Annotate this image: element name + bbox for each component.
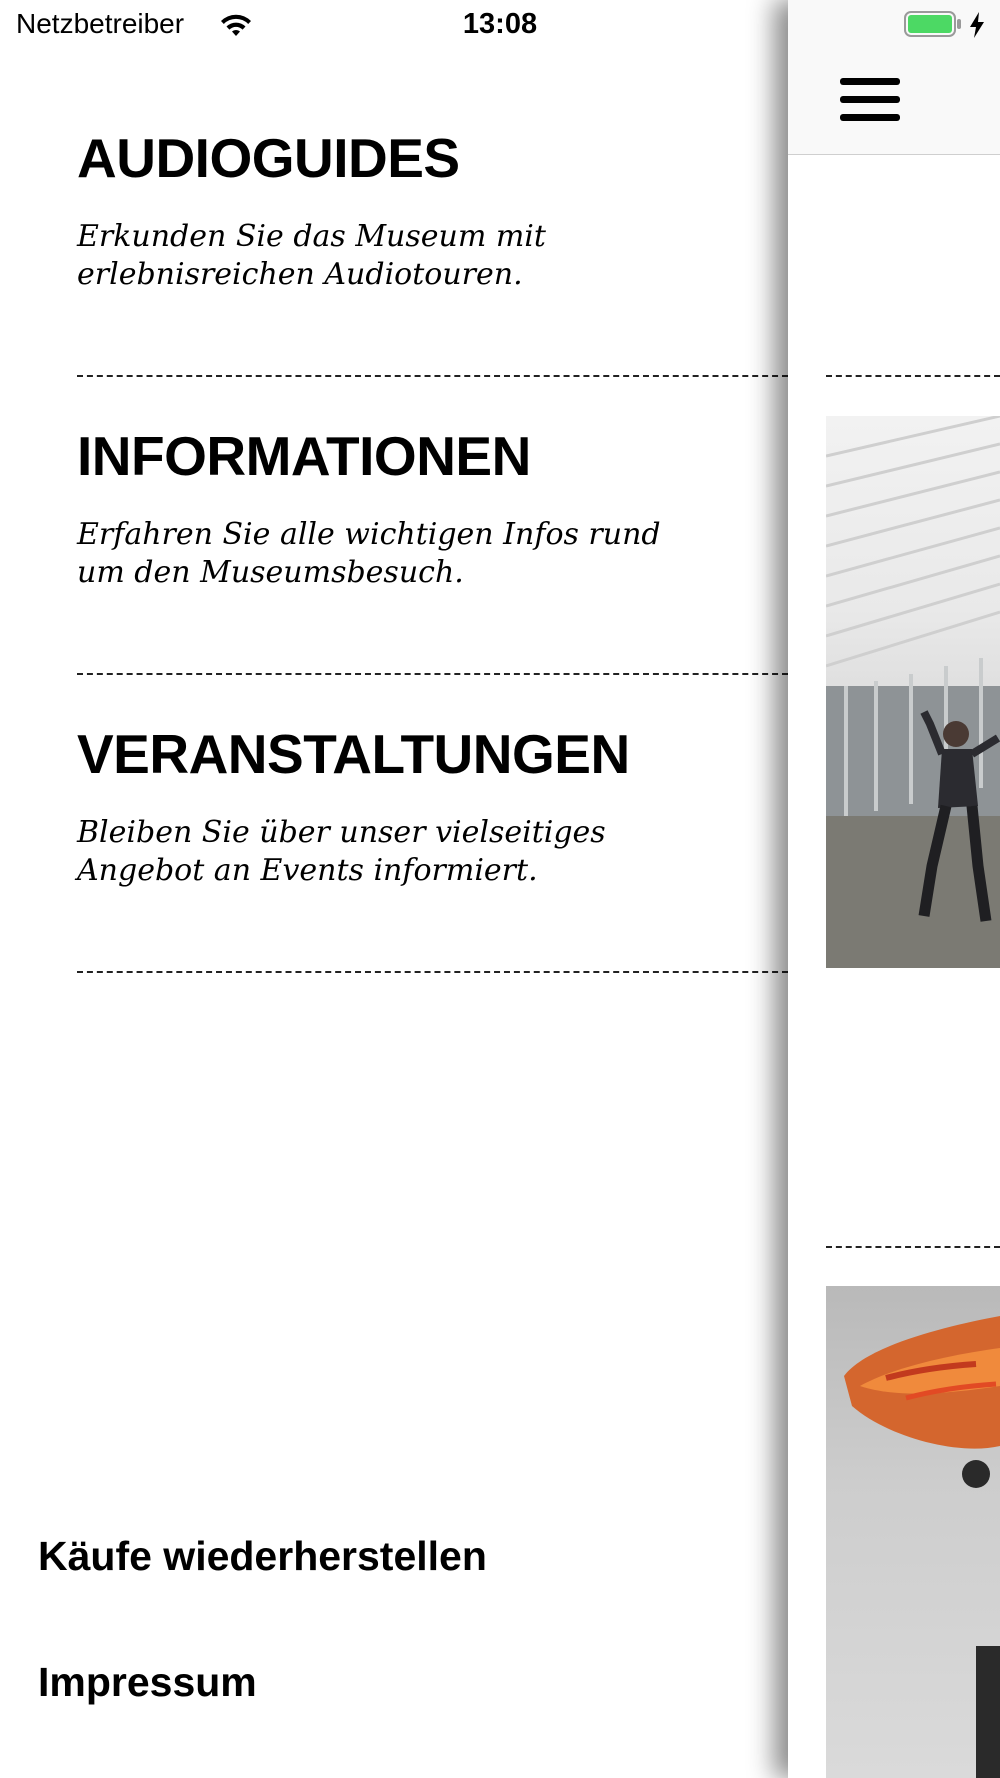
- hamburger-menu-icon[interactable]: [840, 78, 900, 122]
- main-content-panel[interactable]: [788, 0, 1000, 1778]
- restore-purchases-link[interactable]: Käufe wiederherstellen: [38, 1533, 487, 1579]
- content-divider: [826, 375, 1000, 377]
- menu-item-title: VERANSTALTUNGEN: [77, 723, 630, 785]
- audioguide-teaser-image[interactable]: [826, 416, 1000, 968]
- menu-item-description: Bleiben Sie über unser vielseitiges Angebot an Events informiert.: [77, 815, 606, 888]
- menu-item-audioguides[interactable]: [77, 126, 787, 294]
- charging-bolt-icon: [968, 11, 986, 39]
- exhibit-teaser-image[interactable]: [826, 1286, 1000, 1778]
- status-bar: [0, 0, 1000, 50]
- menu-item-informationen[interactable]: [77, 424, 787, 592]
- menu-item-title: AUDIOGUIDES: [77, 127, 460, 189]
- menu-item-title: INFORMATIONEN: [77, 425, 531, 487]
- imprint-link[interactable]: Impressum: [38, 1659, 257, 1705]
- carrier-label: Netzbetreiber: [16, 8, 185, 39]
- glass-sculpture-image: [826, 1286, 1000, 1778]
- menu-item-description: Erfahren Sie alle wichtigen Infos rund um den Museumsbesuch.: [77, 517, 661, 590]
- menu-divider: [77, 971, 788, 973]
- menu-item-veranstaltungen[interactable]: [77, 722, 787, 890]
- content-divider: [826, 1246, 1000, 1248]
- menu-item-description: Erkunden Sie das Museum mit erlebnisreichen Audiotouren.: [77, 219, 546, 292]
- menu-divider: [77, 673, 788, 675]
- battery-icon: [904, 11, 962, 37]
- clock: 13:08: [462, 8, 538, 40]
- museum-facade-dancer-image: [826, 416, 1000, 968]
- menu-divider: [77, 375, 788, 377]
